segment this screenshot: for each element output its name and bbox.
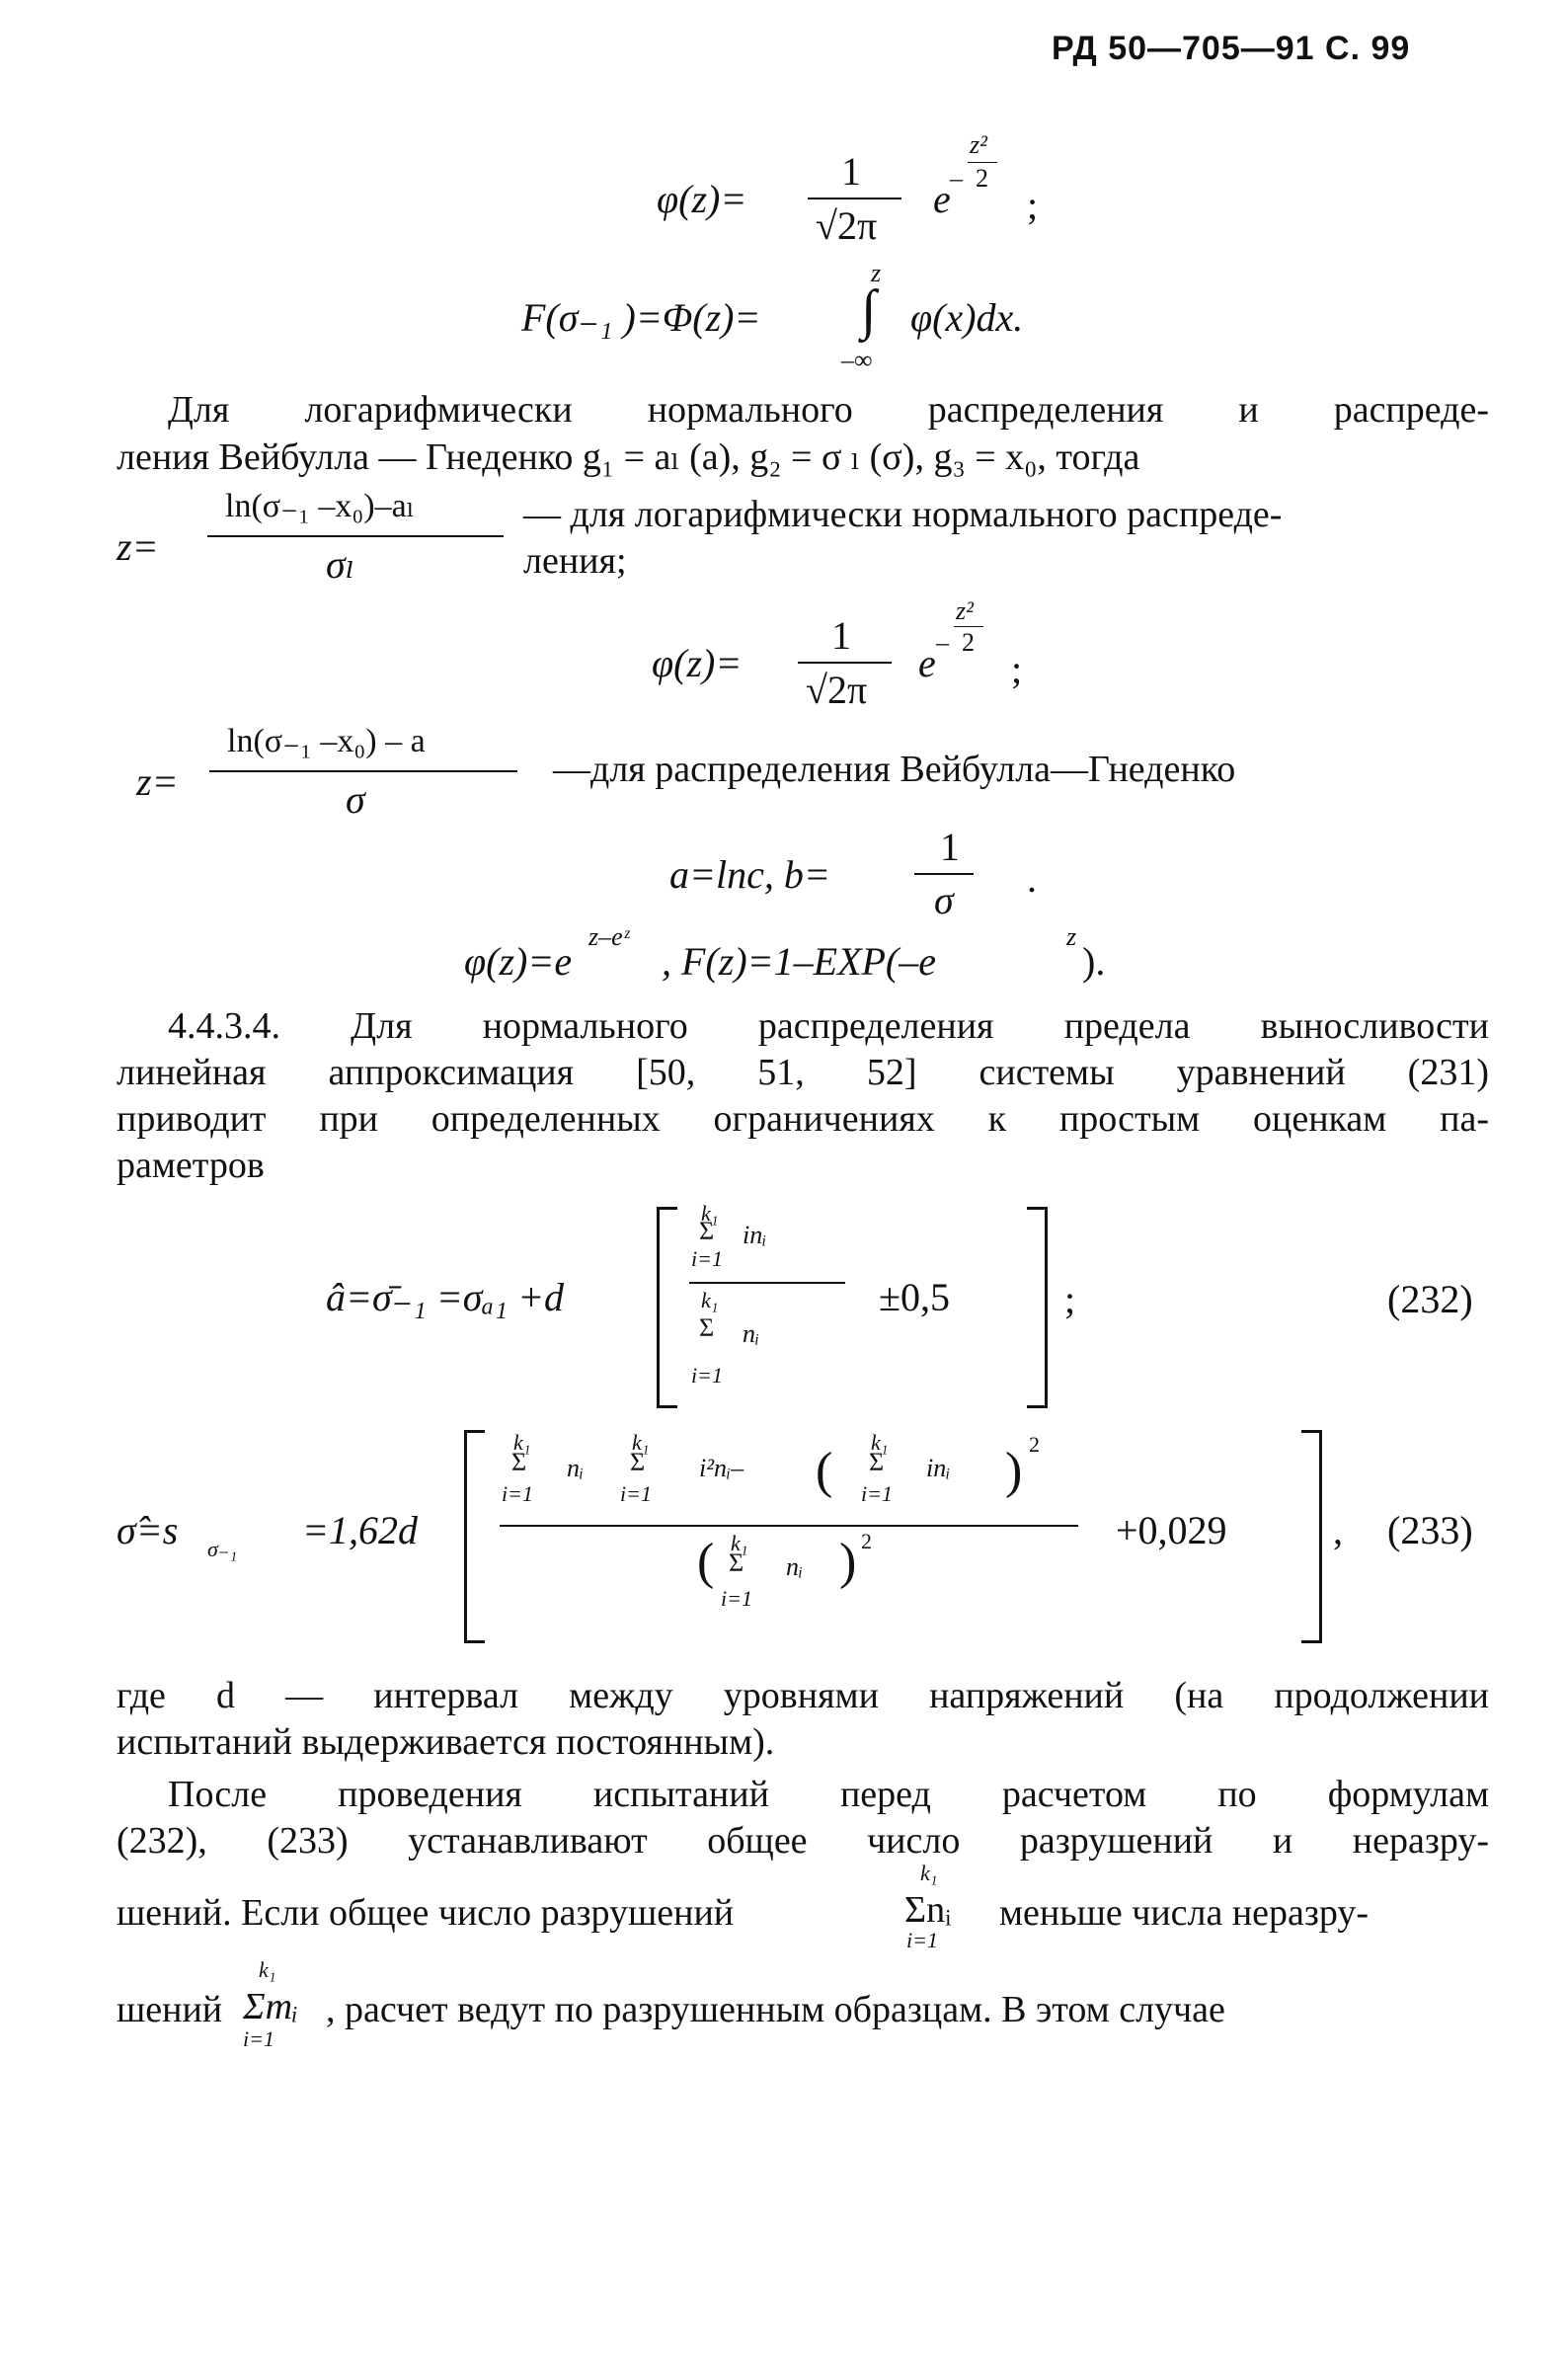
phi2-exp-base: e (918, 641, 936, 685)
ab-fraction-bar (914, 873, 974, 875)
para1-line2: ления Вейбулла — Гнеденко g₁ = aₗ (a), g₂ = σ ₗ (σ), g₃ = x₀, тогда (117, 436, 1140, 478)
eq232-den-sigma: Σ (699, 1313, 715, 1342)
eq233-den-sq: 2 (861, 1529, 872, 1553)
eq232-semicolon: ; (1064, 1277, 1076, 1321)
para4-sum1: Σnᵢ (904, 1889, 952, 1931)
weib-mid: , F(z)=1–EXP(–e (662, 939, 937, 984)
eq232-left-bracket (657, 1207, 677, 1408)
phi-fraction-bar (808, 198, 901, 199)
ab-numerator: 1 (940, 825, 960, 869)
z2-lhs: z= (136, 759, 179, 804)
eq233-d1: nᵢ (786, 1552, 804, 1581)
para4-line4a: шений (117, 1989, 223, 2030)
eq232-lhs: â=σ̄₋₁ =σₐ₁ +d (326, 1275, 565, 1319)
para4-line1: После проведения испытаний перед расчетом по формулам (168, 1774, 1489, 1815)
para4-sum1-bot: i=1 (906, 1928, 938, 1952)
eq233-s2-top: k₁ (632, 1430, 650, 1455)
eq232-num-sigma: Σ (699, 1217, 715, 1245)
ab-denominator: σ (934, 878, 954, 922)
ab-period: . (1027, 856, 1037, 901)
eq232-right-bracket (1027, 1207, 1048, 1408)
phi-exp-base: e (933, 177, 951, 221)
phi-exp-num: z² (970, 130, 987, 159)
phi-numerator: 1 (841, 149, 861, 194)
eq233-s3-top: k₁ (871, 1430, 889, 1455)
z2-fraction-bar (209, 770, 517, 772)
para4-line3a: шений. Если общее число разрушений (117, 1892, 735, 1934)
para2-line2: линейная аппроксимация [50, 51, 52] системы уравнений (231) (117, 1052, 1489, 1093)
eq232-number: (232) (1387, 1277, 1473, 1321)
z1-fraction-bar (207, 535, 504, 537)
eq233-d-bot: i=1 (721, 1586, 752, 1611)
F-lhs: F(σ₋₁ )=Φ(z)= (521, 295, 761, 340)
weib-text: φ(z)=e (464, 939, 573, 984)
z1-text1: — для логарифмически нормального распреде- (523, 494, 1283, 535)
weib-exp: z–eᶻ (588, 922, 629, 951)
eq233-sq: 2 (1029, 1432, 1040, 1457)
z1-lhs: z= (117, 524, 159, 569)
eq232-num-sum-top: k₁ (701, 1201, 719, 1226)
eq233-s3-bot: i=1 (861, 1481, 893, 1506)
eq232-den-term: nᵢ (743, 1319, 760, 1348)
para2-line4: раметров (117, 1145, 265, 1186)
weib-exp2: z (1066, 922, 1077, 951)
integral-sign: ∫ (861, 279, 877, 341)
eq232-pm: ±0,5 (879, 1275, 950, 1319)
z2-numerator: ln(σ₋₁ –x₀) – a (227, 723, 426, 759)
eq233-coef: =1,62d (302, 1508, 418, 1552)
eq233-s2-sigma: Σ (630, 1448, 646, 1476)
eq233-t3: inᵢ (926, 1454, 951, 1482)
phi2-semicolon: ; (1011, 647, 1023, 691)
eq233-paren-open: ( (816, 1443, 833, 1499)
para3-line1: где d — интервал между уровнями напряжений (на продолжении (117, 1675, 1489, 1716)
para4-sum2-top: k₁ (259, 1957, 276, 1982)
para2-line1: 4.4.3.4. Для нормального распределения предела выносливости (168, 1005, 1489, 1047)
eq233-s1-top: k₁ (513, 1430, 531, 1455)
phi2-exp-bar (954, 626, 983, 627)
F-integrand: φ(x)dx. (910, 295, 1024, 340)
eq233-comma: , (1333, 1508, 1343, 1552)
eq233-t1: nᵢ (567, 1454, 585, 1482)
eq233-s1-sigma: Σ (511, 1448, 527, 1476)
phi2-exp-minus: – (936, 628, 949, 657)
weib-tail: ). (1082, 939, 1106, 984)
F-upper-limit: z (871, 259, 882, 287)
eq233-den-paren-close: ) (839, 1534, 857, 1590)
para4-line2: (232), (233) устанавливают общее число разрушений и неразру- (117, 1820, 1489, 1862)
eq233-plus: +0,029 (1116, 1508, 1227, 1552)
phi2-denominator: √2π (806, 668, 868, 712)
eq233-left-bracket (464, 1430, 485, 1643)
eq233-den-paren-open: ( (697, 1534, 715, 1590)
ab-lhs: a=lnc, b= (669, 852, 830, 897)
para4-sum1-top: k₁ (920, 1861, 938, 1885)
eq232-num-sum-bot: i=1 (691, 1246, 723, 1271)
eq233-s3-sigma: Σ (869, 1448, 885, 1476)
phi2-exp-num: z² (956, 596, 974, 625)
eq233-d-sigma: Σ (729, 1548, 744, 1577)
z2-denominator: σ (346, 777, 365, 822)
eq233-fraction-bar (500, 1525, 1078, 1527)
phi2-exp-den: 2 (962, 628, 975, 657)
phi-denominator: √2π (816, 203, 878, 248)
z2-text: —для распределения Вейбулла—Гнеденко (553, 749, 1236, 790)
para3-line2: испытаний выдерживается постоянным). (117, 1721, 775, 1763)
eq233-t2: i²nᵢ– (699, 1454, 744, 1482)
para4-sum2-bot: i=1 (243, 2026, 274, 2051)
z1-denominator: σₗ (326, 542, 355, 587)
eq233-lhs-sub: σ₋₁ (207, 1537, 238, 1561)
phi-exp-minus: – (950, 164, 963, 193)
eq232-num-term: inᵢ (743, 1221, 767, 1249)
eq233-s2-bot: i=1 (620, 1481, 652, 1506)
eq233-right-bracket (1301, 1430, 1322, 1643)
z1-text2: ления; (523, 540, 627, 582)
phi-exp-den: 2 (976, 164, 988, 193)
F-lower-limit: –∞ (841, 346, 873, 374)
eq232-den-sum-top: k₁ (701, 1288, 719, 1312)
eq233-d-top: k₁ (731, 1531, 748, 1555)
phi2-fraction-bar (798, 662, 892, 664)
eq232-den-sum-bot: i=1 (691, 1363, 723, 1388)
phi2-lhs: φ(z)= (652, 641, 743, 685)
para1-line1: Для логарифмически нормального распределения и распреде- (168, 389, 1489, 431)
z1-numerator: ln(σ₋₁ –x₀)–aₗ (225, 488, 415, 524)
phi-exp-bar (968, 162, 997, 163)
eq233-number: (233) (1387, 1508, 1473, 1552)
para2-line3: приводит при определенных ограничениях к простым оценкам па- (117, 1098, 1489, 1140)
eq233-s1-bot: i=1 (502, 1481, 533, 1506)
page-header: РД 50—705—91 С. 99 (1052, 30, 1411, 67)
para4-sum2: Σmᵢ (243, 1986, 299, 2027)
phi-semicolon: ; (1027, 183, 1039, 227)
phi-lhs: φ(z)= (657, 177, 747, 221)
eq233-lhs: σ̂=s (117, 1508, 179, 1552)
eq233-paren-close: ) (1005, 1443, 1023, 1499)
eq232-fraction-bar (689, 1282, 845, 1284)
para4-line4b: , расчет ведут по разрушенным образцам. В этом случае (326, 1989, 1225, 2030)
para4-line3b: меньше числа неразру- (999, 1892, 1370, 1934)
phi2-numerator: 1 (831, 613, 851, 658)
